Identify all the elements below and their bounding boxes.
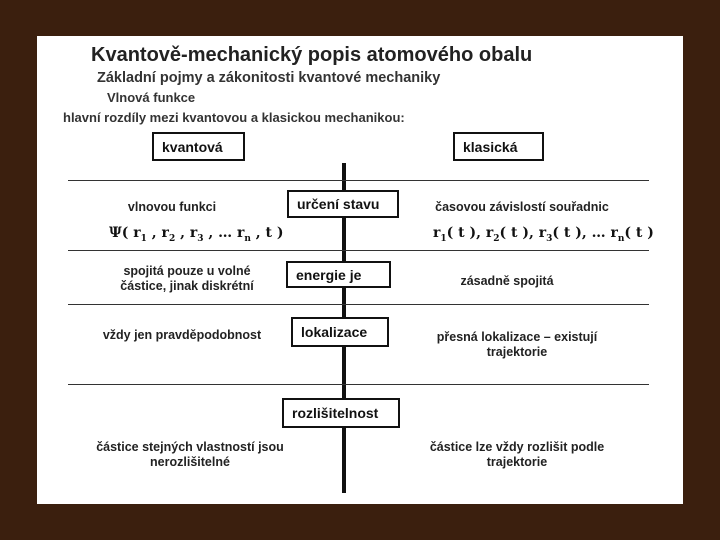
row-divider: [68, 304, 649, 305]
row-label-energy: energie je: [286, 261, 391, 288]
subtitle: Základní pojmy a zákonitosti kvantové mechaniky: [97, 70, 441, 86]
header-classical: klasická: [453, 132, 544, 161]
trajectory-formula: $r_1$( t ), $r_2$( t ), $r_3$( t ), … $r_n$( t ): [433, 225, 654, 244]
slide: [37, 36, 683, 504]
row-divider: [68, 384, 649, 385]
section-heading: Vlnová funkce: [107, 90, 196, 105]
row-classical-state: časovou závislostí souřadnic: [435, 200, 609, 214]
row-label-state: určení stavu: [287, 190, 399, 218]
row-label-localization: lokalizace: [291, 317, 389, 347]
row-divider: [68, 180, 649, 181]
row-quantum-energy: spojitá pouze u volné částice, jinak diskrétní: [120, 264, 254, 293]
row-label-distinguishability: rozlišitelnost: [282, 398, 400, 428]
row-classical-localization: přesná lokalizace – existují trajektorie: [436, 330, 598, 359]
row-divider: [68, 250, 649, 251]
row-quantum-state: vlnovou funkci: [127, 200, 217, 214]
slide-title: Kvantově-mechanický popis atomového obalu: [91, 44, 533, 66]
header-quantum: kvantová: [152, 132, 245, 161]
row-quantum-distinguishability: částice stejných vlastností jsou nerozlišitelné: [96, 440, 284, 469]
row-classical-energy: zásadně spojitá: [460, 274, 554, 288]
row-quantum-localization: vždy jen pravděpodobnost: [102, 328, 262, 342]
wavefunction-formula: Ψ( $r_1$ , $r_2$ , $r_3$ , … $r_n$ , t ): [109, 225, 284, 244]
intro-text: hlavní rozdíly mezi kvantovou a klasickou mechanikou:: [63, 110, 405, 125]
row-classical-distinguishability: částice lze vždy rozlišit podle trajektorie: [429, 440, 605, 469]
